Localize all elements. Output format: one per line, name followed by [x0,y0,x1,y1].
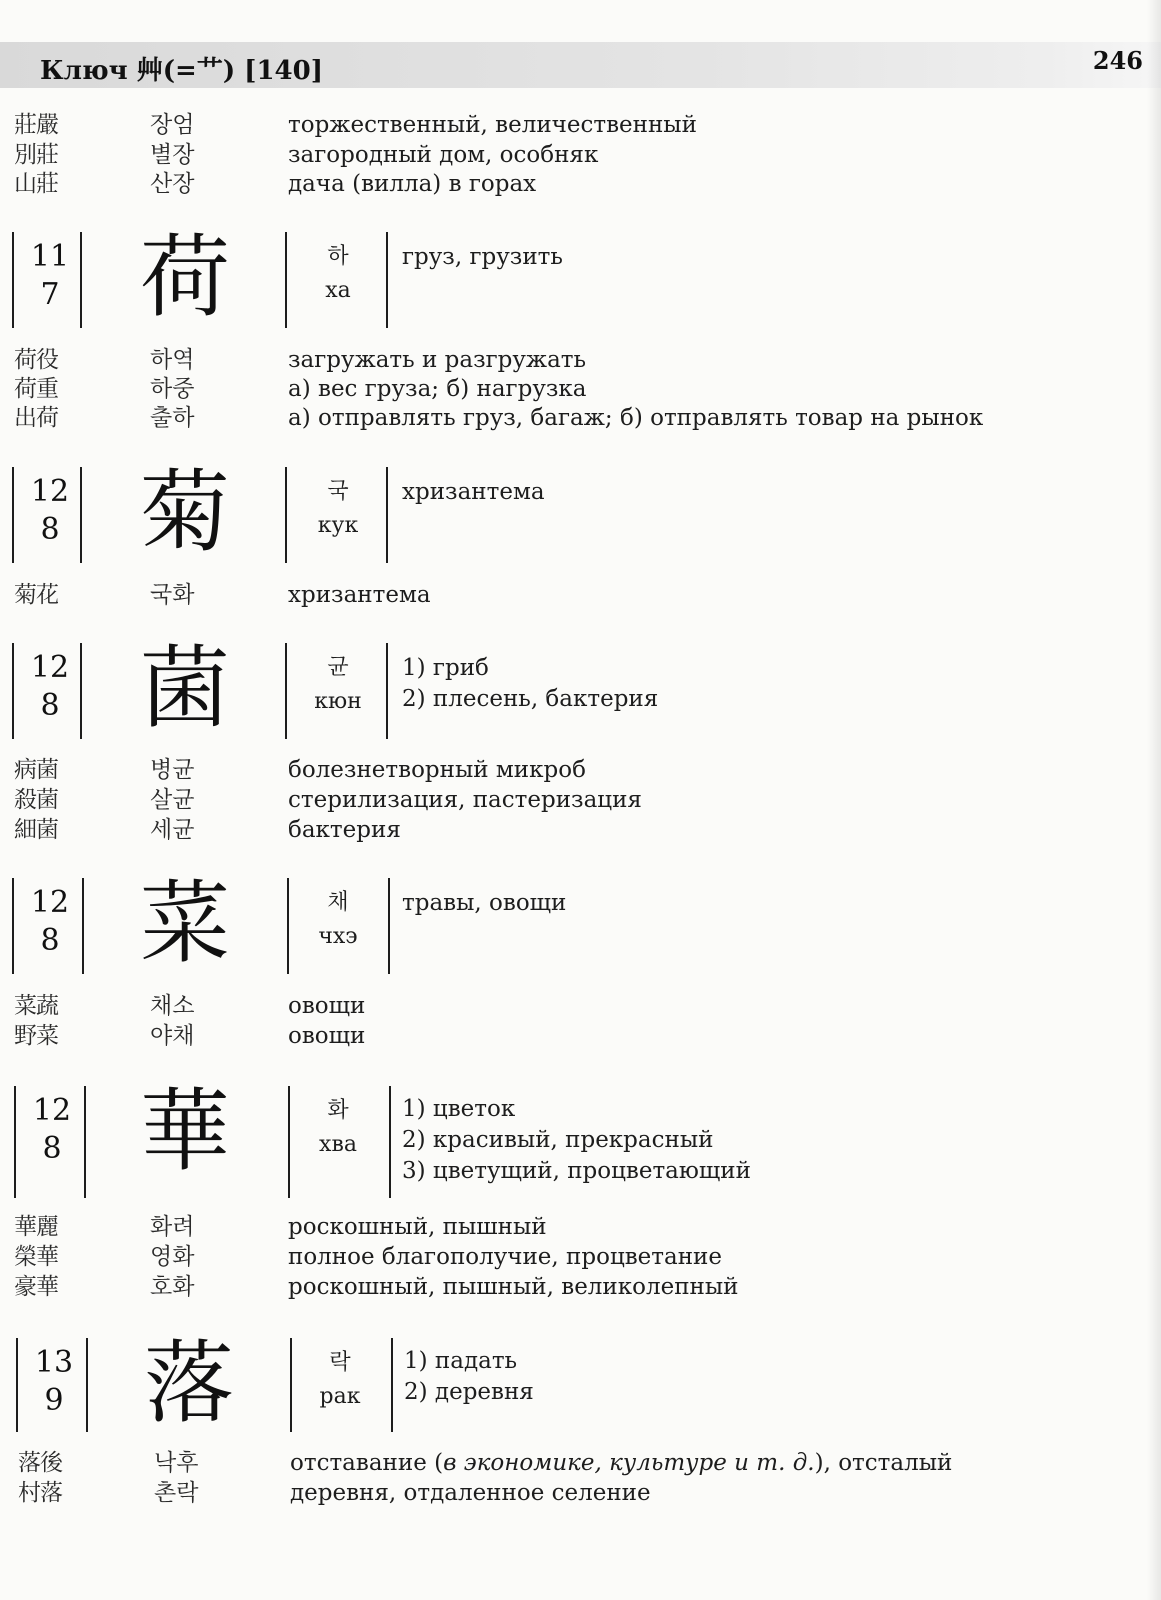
meaning-part: ), отсталый [814,1450,953,1476]
compound-meaning: роскошный, пышный [288,1214,547,1240]
compound-hangul: 산장 [150,171,195,197]
stroke-count [14,467,86,549]
compound-hangul: 하역 [150,347,195,373]
compound-hangul: 촌락 [154,1480,199,1506]
page-number: 246 [1092,46,1143,75]
compound-meaning: полное благополучие, процветание [288,1244,723,1270]
reading [290,240,386,308]
meaning-italic-part: в экономике, культуре и т. д. [443,1450,815,1476]
gloss-line: 1) гриб [402,655,489,681]
divider [391,1338,393,1432]
total-strokes: 12 [30,474,70,509]
gloss [402,888,566,919]
meaning-part: отставание ( [290,1450,444,1476]
divider [287,878,289,974]
compound-meaning: стерилизация, пастеризация [288,787,642,813]
reading-hangul: 국 [327,479,349,504]
gloss [402,1094,751,1187]
compound-meaning: а) отправлять груз, багаж; б) отправлять товар на рынок [288,405,984,431]
reading-hangul: 화 [327,1098,349,1123]
divider [386,232,388,328]
compound-meaning: торжественный, величественный [288,112,697,138]
compound-hangul: 낙후 [154,1450,199,1476]
compound-hanja: 病菌 [14,757,58,783]
compound-meaning: загородный дом, особняк [288,142,599,168]
residual-strokes: 8 [40,923,60,958]
gloss-line: 2) деревня [404,1379,534,1405]
gloss-line: 2) красивый, прекрасный [402,1127,714,1153]
stroke-count [18,1338,90,1420]
compound-hanja: 榮華 [14,1244,58,1270]
residual-strokes: 8 [40,512,60,547]
gloss-line: 1) падать [404,1348,518,1374]
compound-hanja: 菜蔬 [14,993,58,1019]
page-edge-shadow [1147,0,1161,1600]
gloss-line: хризантема [402,479,545,505]
compound-hangul: 출하 [150,405,195,431]
total-strokes: 11 [30,239,70,274]
reading-hangul: 하 [327,244,349,269]
divider [285,467,287,563]
gloss-line: груз, грузить [402,244,563,270]
compound-hanja: 莊嚴 [14,112,58,138]
compound-meaning: болезнетворный микроб [288,757,586,783]
compound-meaning: овощи [288,1023,366,1049]
gloss-line: травы, овощи [402,890,567,916]
reading [290,475,386,543]
headword-character: 落 [144,1331,234,1436]
compound-hangul: 별장 [150,142,195,168]
stroke-count [16,1086,88,1168]
compound-hanja: 荷役 [14,347,58,373]
gloss [404,1346,534,1408]
compound-hangul: 세균 [150,817,195,843]
gloss [402,653,658,715]
total-strokes: 12 [30,885,70,920]
gloss [402,477,545,508]
residual-strokes: 8 [42,1131,62,1166]
compound-hanja: 村落 [18,1480,62,1506]
compound-hanja: 菊花 [14,582,58,608]
headword-character: 荷 [140,225,230,330]
reading-cyrillic: хва [319,1132,357,1157]
reading-hangul: 균 [327,655,349,680]
compound-hangul: 호화 [150,1274,195,1300]
reading [290,1094,386,1162]
total-strokes: 12 [30,650,70,685]
compound-hanja: 山莊 [14,171,58,197]
compound-hanja: 野菜 [14,1023,58,1049]
compound-hanja: 細菌 [14,817,58,843]
reading-hangul: 채 [327,890,349,915]
compound-hangul: 장엄 [150,112,195,138]
compound-hanja: 華麗 [14,1214,58,1240]
reading-hangul: 락 [329,1350,351,1375]
compound-hanja: 殺菌 [14,787,58,813]
compound-hanja: 別莊 [14,142,58,168]
compound-hangul: 하중 [150,376,195,402]
stroke-count [14,232,86,314]
residual-strokes: 9 [44,1383,64,1418]
reading [290,651,386,719]
reading-cyrillic: кюн [314,689,362,714]
compound-meaning: деревня, отдаленное селение [290,1480,651,1506]
compound-hangul: 영화 [150,1244,195,1270]
compound-meaning: дача (вилла) в горах [288,171,537,197]
divider [386,467,388,563]
residual-strokes: 7 [40,277,60,312]
gloss-line: 2) плесень, бактерия [402,686,659,712]
compound-meaning: загружать и разгружать [288,347,587,373]
compound-meaning: роскошный, пышный, великолепный [288,1274,739,1300]
headword-character: 菜 [140,871,230,976]
reading [292,1346,388,1414]
total-strokes: 13 [34,1345,74,1380]
compound-hangul: 채소 [150,993,195,1019]
page-header [0,42,1161,88]
reading-cyrillic: чхэ [318,924,358,949]
gloss-line: 3) цветущий, процветающий [402,1158,751,1184]
compound-meaning: хризантема [288,582,431,608]
stroke-count [14,643,86,725]
compound-meaning [290,1448,952,1478]
divider [389,1086,391,1198]
radical-title: Ключ 艸(=艹) [140] [40,56,324,86]
gloss [402,242,563,273]
compound-hangul: 야채 [150,1023,195,1049]
headword-character: 華 [140,1079,230,1184]
divider [285,232,287,328]
compound-meaning: овощи [288,993,366,1019]
gloss-line: 1) цветок [402,1096,516,1122]
compound-hanja: 荷重 [14,376,58,402]
divider [386,643,388,739]
divider [285,643,287,739]
divider [388,878,390,974]
headword-character: 菊 [140,460,230,565]
reading-cyrillic: ха [325,278,351,303]
compound-hanja: 出荷 [14,405,58,431]
compound-hanja: 落後 [18,1450,62,1476]
compound-hangul: 화려 [150,1214,195,1240]
compound-hanja: 豪華 [14,1274,58,1300]
reading-cyrillic: кук [317,513,359,538]
compound-hangul: 병균 [150,757,195,783]
headword-character: 菌 [140,636,230,741]
stroke-count [14,878,86,960]
residual-strokes: 8 [40,688,60,723]
compound-meaning: а) вес груза; б) нагрузка [288,376,587,402]
reading [290,886,386,954]
reading-cyrillic: рак [319,1384,361,1409]
compound-hangul: 살균 [150,787,195,813]
total-strokes: 12 [32,1093,72,1128]
compound-meaning: бактерия [288,817,401,843]
compound-hangul: 국화 [150,582,195,608]
